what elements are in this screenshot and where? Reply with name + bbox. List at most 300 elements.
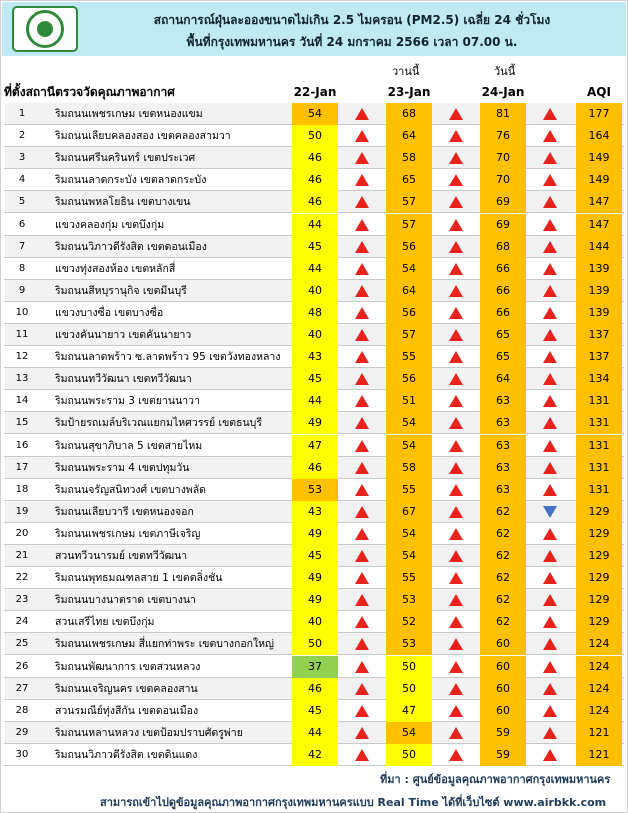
pm25-value: 54 [386, 523, 432, 545]
table-row [4, 368, 624, 390]
up-arrow-icon [433, 744, 479, 766]
aqi-value: 121 [576, 722, 622, 744]
row-number: 8 [18, 262, 26, 274]
pm25-value: 64 [386, 280, 432, 302]
seal-icon [26, 10, 64, 48]
up-arrow-icon [527, 103, 573, 125]
pm25-value: 50 [292, 633, 338, 655]
pm25-value: 46 [292, 457, 338, 479]
station-name: ริมป้ายรถเมล์บริเวณแยกมไหศวรรย์ เขตธนบุรี [55, 417, 262, 430]
pm25-value: 63 [480, 435, 526, 457]
aqi-value: 139 [576, 258, 622, 280]
pm25-value: 44 [292, 214, 338, 236]
up-arrow-icon [527, 368, 573, 390]
row-number: 18 [15, 483, 29, 495]
pm25-value: 62 [480, 545, 526, 567]
up-arrow-icon [339, 368, 385, 390]
up-arrow-icon [339, 169, 385, 191]
pm25-value: 46 [292, 678, 338, 700]
pm25-value: 44 [292, 722, 338, 744]
pm25-value: 50 [292, 125, 338, 147]
station-name: ริมถนนพัฒนาการ เขตสวนหลวง [55, 660, 201, 673]
up-arrow-icon [527, 589, 573, 611]
aqi-value: 147 [576, 191, 622, 213]
up-arrow-icon [339, 412, 385, 434]
pm25-value: 40 [292, 280, 338, 302]
row-number: 16 [15, 439, 29, 451]
row-number: 15 [15, 417, 29, 429]
up-arrow-icon [339, 236, 385, 258]
aqi-column-header: AQI [587, 85, 611, 99]
up-arrow-icon [433, 147, 479, 169]
pm25-value: 45 [292, 368, 338, 390]
station-name: ริมถนนวิภาวดีรังสิต เขตดินแดง [55, 748, 198, 761]
row-number: 21 [15, 550, 29, 561]
aqi-value: 124 [576, 678, 622, 700]
up-arrow-icon [339, 722, 385, 744]
up-arrow-icon [339, 589, 385, 611]
pm25-value: 42 [292, 744, 338, 766]
table-row [4, 346, 624, 368]
up-arrow-icon [433, 280, 479, 302]
station-name: ริมถนนวิภาวดีรังสิต เขตดอนเมือง [55, 240, 207, 253]
aqi-value: 149 [576, 147, 622, 169]
up-arrow-icon [433, 214, 479, 236]
up-arrow-icon [433, 501, 479, 523]
pm25-value: 76 [480, 125, 526, 147]
pm25-value: 65 [480, 324, 526, 346]
pm25-value: 51 [386, 390, 432, 412]
aqi-value: 129 [576, 545, 622, 567]
up-arrow-icon [433, 169, 479, 191]
up-arrow-icon [527, 435, 573, 457]
up-arrow-icon [527, 390, 573, 412]
pm25-value: 46 [292, 169, 338, 191]
aqi-value: 121 [576, 744, 622, 766]
up-arrow-icon [339, 258, 385, 280]
up-arrow-icon [339, 523, 385, 545]
table-row [4, 567, 624, 589]
row-number: 12 [15, 351, 29, 363]
table-row [4, 103, 624, 125]
up-arrow-icon [339, 302, 385, 324]
up-arrow-icon [433, 258, 479, 280]
station-name: ริมถนนลาดพร้าว ซ.ลาดพร้าว 95 เขตวังทองหลาง [55, 351, 281, 364]
row-number: 6 [18, 218, 26, 230]
row-number: 1 [18, 108, 26, 119]
up-arrow-icon [527, 125, 573, 147]
up-arrow-icon [339, 678, 385, 700]
table-row [4, 744, 624, 766]
table-row [4, 435, 624, 457]
up-arrow-icon [527, 412, 573, 434]
pm25-value: 49 [292, 567, 338, 589]
pm25-value: 58 [386, 457, 432, 479]
station-name: ริมถนนทวีวัฒนา เขตทวีวัฒนา [55, 373, 192, 386]
station-name: ริมถนนบางนาตราด เขตบางนา [55, 594, 196, 607]
up-arrow-icon [433, 390, 479, 412]
up-arrow-icon [433, 611, 479, 633]
row-number: 9 [18, 284, 26, 296]
pm25-value: 53 [386, 589, 432, 611]
table-row [4, 236, 624, 258]
pm25-value: 55 [386, 346, 432, 368]
pm25-value: 47 [386, 700, 432, 722]
station-name: ริมถนนพระราม 4 เขตปทุมวัน [55, 461, 190, 474]
aqi-value: 131 [576, 457, 622, 479]
row-number: 7 [18, 240, 26, 252]
table-row [4, 457, 624, 479]
row-number: 23 [15, 594, 29, 606]
up-arrow-icon [433, 324, 479, 346]
up-arrow-icon [339, 611, 385, 633]
row-number: 14 [15, 395, 29, 407]
pm25-value: 50 [386, 656, 432, 678]
table-row [4, 147, 624, 169]
pm25-value: 50 [386, 678, 432, 700]
up-arrow-icon [527, 324, 573, 346]
pm25-value: 67 [386, 501, 432, 523]
row-number: 2 [18, 130, 26, 142]
pm25-value: 63 [480, 412, 526, 434]
report-subtitle: พื้นที่กรุงเทพมหานคร วันที่ 24 มกราคม 2566 เวลา 07.00 น. [186, 35, 518, 49]
pm25-value: 69 [480, 191, 526, 213]
pm25-value: 43 [292, 501, 338, 523]
up-arrow-icon [527, 633, 573, 655]
up-arrow-icon [339, 700, 385, 722]
station-name: ริมถนนสีหบุรานุกิจ เขตมีนบุรี [55, 284, 187, 297]
pm25-value: 49 [292, 412, 338, 434]
station-name: ริมถนนหลานหลวง เขตป้อมปราบศัตรูพ่าย [55, 726, 243, 739]
up-arrow-icon [433, 302, 479, 324]
station-name: ริมถนนเพชรเกษม เขตหนองแขม [55, 108, 203, 120]
row-number: 17 [15, 461, 29, 473]
station-name: แขวงทุ่งสองห้อง เขตหลักสี่ [55, 262, 176, 275]
station-name: ริมถนนเพชรเกษม เขตภาษีเจริญ [55, 527, 201, 540]
up-arrow-icon [527, 523, 573, 545]
up-arrow-icon [433, 103, 479, 125]
pm25-value: 45 [292, 700, 338, 722]
aqi-value: 131 [576, 479, 622, 501]
row-number: 13 [15, 373, 29, 385]
table-row [4, 700, 624, 722]
aqi-value: 131 [576, 412, 622, 434]
pm25-value: 45 [292, 545, 338, 567]
up-arrow-icon [527, 722, 573, 744]
up-arrow-icon [433, 191, 479, 213]
pm25-value: 56 [386, 302, 432, 324]
up-arrow-icon [339, 147, 385, 169]
table-row [4, 412, 624, 434]
pm25-value: 60 [480, 678, 526, 700]
row-number: 4 [18, 174, 26, 186]
up-arrow-icon [433, 567, 479, 589]
station-name: สวนทวีวนารมย์ เขตทวีวัฒนา [55, 550, 188, 562]
aqi-value: 144 [576, 236, 622, 258]
bma-logo [12, 6, 78, 52]
up-arrow-icon [339, 324, 385, 346]
table-row [4, 390, 624, 412]
aqi-value: 137 [576, 324, 622, 346]
pm25-value: 68 [386, 103, 432, 125]
pm25-value: 45 [292, 236, 338, 258]
up-arrow-icon [527, 656, 573, 678]
pm25-value: 48 [292, 302, 338, 324]
pm25-value: 40 [292, 324, 338, 346]
station-name: ริมถนนเลียบคลองสอง เขตคลองสามวา [55, 130, 231, 143]
up-arrow-icon [433, 678, 479, 700]
up-arrow-icon [339, 545, 385, 567]
table-row [4, 722, 624, 744]
station-name: ริมถนนสุขาภิบาล 5 เขตสายไหม [55, 439, 203, 452]
pm25-value: 54 [386, 412, 432, 434]
row-number: 27 [15, 682, 29, 694]
station-name: ริมถนนลาดกระบัง เขตลาดกระบัง [55, 174, 207, 187]
aqi-value: 137 [576, 346, 622, 368]
pm25-value: 60 [480, 656, 526, 678]
station-name: ริมถนนพุทธมณฑลสาย 1 เขตตลิ่งชัน [55, 572, 223, 585]
up-arrow-icon [527, 678, 573, 700]
up-arrow-icon [433, 236, 479, 258]
pm25-value: 37 [292, 656, 338, 678]
row-number: 3 [18, 152, 26, 164]
table-row [4, 545, 624, 567]
table-row [4, 589, 624, 611]
up-arrow-icon [527, 147, 573, 169]
row-number: 19 [15, 505, 29, 517]
up-arrow-icon [433, 633, 479, 655]
up-arrow-icon [339, 125, 385, 147]
pm25-value: 52 [386, 611, 432, 633]
pm25-value: 53 [292, 479, 338, 501]
aqi-value: 134 [576, 368, 622, 390]
aqi-value: 147 [576, 214, 622, 236]
pm25-value: 63 [480, 479, 526, 501]
pm25-value: 59 [480, 744, 526, 766]
up-arrow-icon [339, 390, 385, 412]
up-arrow-icon [339, 633, 385, 655]
row-number: 22 [15, 572, 29, 584]
report-title: สถานการณ์ฝุ่นละอองขนาดไม่เกิน 2.5 ไมครอน (PM2.5) เฉลี่ย 24 ชั่วโมง [153, 13, 551, 27]
up-arrow-icon [527, 280, 573, 302]
station-name: แขวงบางซื่อ เขตบางซื่อ [55, 306, 164, 319]
row-number: 30 [15, 748, 29, 760]
up-arrow-icon [433, 545, 479, 567]
aqi-value: 164 [576, 125, 622, 147]
up-arrow-icon [433, 125, 479, 147]
aqi-value: 124 [576, 633, 622, 655]
aqi-value: 139 [576, 302, 622, 324]
pm25-value: 44 [292, 258, 338, 280]
up-arrow-icon [339, 479, 385, 501]
row-number: 26 [15, 660, 29, 672]
station-name: สวนรมณีย์ทุ่งสีกัน เขตดอนเมือง [55, 704, 199, 717]
pm25-value: 56 [386, 236, 432, 258]
down-arrow-icon [527, 501, 573, 523]
table-row [4, 125, 624, 147]
row-number: 24 [15, 616, 29, 628]
aqi-value: 129 [576, 523, 622, 545]
station-name: ริมถนนเจริญนคร เขตคลองสาน [55, 682, 198, 695]
up-arrow-icon [339, 346, 385, 368]
pm25-value: 62 [480, 523, 526, 545]
pm25-value: 63 [480, 457, 526, 479]
up-arrow-icon [433, 589, 479, 611]
up-arrow-icon [527, 258, 573, 280]
pm25-value: 60 [480, 700, 526, 722]
row-number: 28 [15, 704, 29, 716]
aqi-value: 129 [576, 611, 622, 633]
date-column-header-2: 23-Jan [387, 85, 431, 99]
pm25-value: 49 [292, 589, 338, 611]
pm25-value: 55 [386, 567, 432, 589]
up-arrow-icon [339, 567, 385, 589]
pm25-value: 70 [480, 169, 526, 191]
aqi-value: 139 [576, 280, 622, 302]
yesterday-label: วานนี้ [392, 65, 420, 78]
pm25-value: 60 [480, 633, 526, 655]
up-arrow-icon [339, 280, 385, 302]
aqi-value: 124 [576, 700, 622, 722]
up-arrow-icon [433, 435, 479, 457]
pm25-value: 62 [480, 611, 526, 633]
up-arrow-icon [527, 214, 573, 236]
pm25-value: 53 [386, 633, 432, 655]
up-arrow-icon [433, 457, 479, 479]
up-arrow-icon [527, 236, 573, 258]
station-name: ริมถนนพหลโยธิน เขตบางเขน [55, 196, 191, 209]
pm25-value: 66 [480, 280, 526, 302]
station-name: ริมถนนเพชรเกษม สี่แยกท่าพระ เขตบางกอกใหญ่ [55, 638, 275, 651]
aqi-value: 131 [576, 390, 622, 412]
table-row [4, 501, 624, 523]
up-arrow-icon [339, 435, 385, 457]
up-arrow-icon [339, 214, 385, 236]
up-arrow-icon [339, 656, 385, 678]
row-number: 5 [18, 196, 26, 208]
up-arrow-icon [433, 523, 479, 545]
table-row [4, 258, 624, 280]
up-arrow-icon [339, 103, 385, 125]
up-arrow-icon [339, 191, 385, 213]
up-arrow-icon [433, 368, 479, 390]
up-arrow-icon [339, 744, 385, 766]
row-number: 25 [15, 638, 29, 650]
up-arrow-icon [527, 191, 573, 213]
pm25-value: 65 [386, 169, 432, 191]
footer-note: สามารถเข้าไปดูข้อมูลคุณภาพอากาศกรุงเทพมหานครแบบ Real Time ได้ที่เว็บไซต์ www.airbkk.com [100, 796, 607, 809]
up-arrow-icon [433, 656, 479, 678]
up-arrow-icon [527, 457, 573, 479]
pm25-value: 66 [480, 302, 526, 324]
up-arrow-icon [433, 722, 479, 744]
station-name: แขวงคันนายาว เขตคันนายาว [55, 329, 192, 341]
report-header [2, 2, 626, 56]
up-arrow-icon [527, 479, 573, 501]
pm25-value: 49 [292, 523, 338, 545]
date-column-header-1: 22-Jan [293, 85, 337, 99]
pm25-value: 62 [480, 501, 526, 523]
station-name: ริมถนนพระราม 3 เขตยานนาวา [55, 395, 200, 408]
pm25-value: 54 [292, 103, 338, 125]
aqi-value: 129 [576, 567, 622, 589]
pm25-value: 65 [480, 346, 526, 368]
pm25-value: 57 [386, 191, 432, 213]
pm25-value: 59 [480, 722, 526, 744]
pm25-value: 54 [386, 722, 432, 744]
station-name: ริมถนนศรีนครินทร์ เขตประเวศ [55, 152, 196, 165]
pm25-value: 40 [292, 611, 338, 633]
aqi-value: 131 [576, 435, 622, 457]
pm25-value: 44 [292, 390, 338, 412]
pm25-value: 55 [386, 479, 432, 501]
aqi-value: 129 [576, 589, 622, 611]
row-number: 11 [15, 329, 29, 340]
today-label: วันนี้ [494, 65, 516, 78]
table-row [4, 169, 624, 191]
pm25-value: 50 [386, 744, 432, 766]
pm25-value: 46 [292, 147, 338, 169]
up-arrow-icon [433, 346, 479, 368]
pm25-value: 70 [480, 147, 526, 169]
pm25-value: 64 [386, 125, 432, 147]
pm25-value: 54 [386, 435, 432, 457]
station-column-header: ที่ตั้งสถานีตรวจวัดคุณภาพอากาศ [4, 85, 175, 99]
up-arrow-icon [433, 412, 479, 434]
pm25-value: 66 [480, 258, 526, 280]
pm25-value: 43 [292, 346, 338, 368]
pm25-value: 57 [386, 214, 432, 236]
up-arrow-icon [527, 545, 573, 567]
source-note: ที่มา : ศูนย์ข้อมูลคุณภาพอากาศกรุงเทพมหานคร [380, 773, 611, 786]
up-arrow-icon [527, 346, 573, 368]
pm25-value: 46 [292, 191, 338, 213]
table-row [4, 656, 624, 678]
aqi-value: 129 [576, 501, 622, 523]
table-row [4, 523, 624, 545]
pm25-value: 81 [480, 103, 526, 125]
pm25-value: 54 [386, 258, 432, 280]
station-name: แขวงคลองกุ่ม เขตบึงกุ่ม [55, 218, 165, 231]
up-arrow-icon [527, 700, 573, 722]
up-arrow-icon [527, 567, 573, 589]
table-row [4, 479, 624, 501]
row-number: 29 [15, 726, 29, 738]
pm25-value: 54 [386, 545, 432, 567]
pm25-value: 68 [480, 236, 526, 258]
table-row [4, 633, 624, 655]
up-arrow-icon [527, 744, 573, 766]
aqi-value: 177 [576, 103, 622, 125]
table-row [4, 611, 624, 633]
pm25-value: 56 [386, 368, 432, 390]
pm25-value: 62 [480, 567, 526, 589]
table-row [4, 324, 624, 346]
aqi-value: 149 [576, 169, 622, 191]
pm25-value: 57 [386, 324, 432, 346]
pm25-value: 58 [386, 147, 432, 169]
up-arrow-icon [339, 457, 385, 479]
table-row [4, 302, 624, 324]
table-row [4, 214, 624, 236]
aqi-value: 124 [576, 656, 622, 678]
row-number: 20 [15, 527, 29, 539]
pm25-value: 62 [480, 589, 526, 611]
up-arrow-icon [527, 611, 573, 633]
pm25-value: 64 [480, 368, 526, 390]
station-name: ริมถนนเลียบวารี เขตหนองจอก [55, 505, 194, 518]
table-row [4, 280, 624, 302]
